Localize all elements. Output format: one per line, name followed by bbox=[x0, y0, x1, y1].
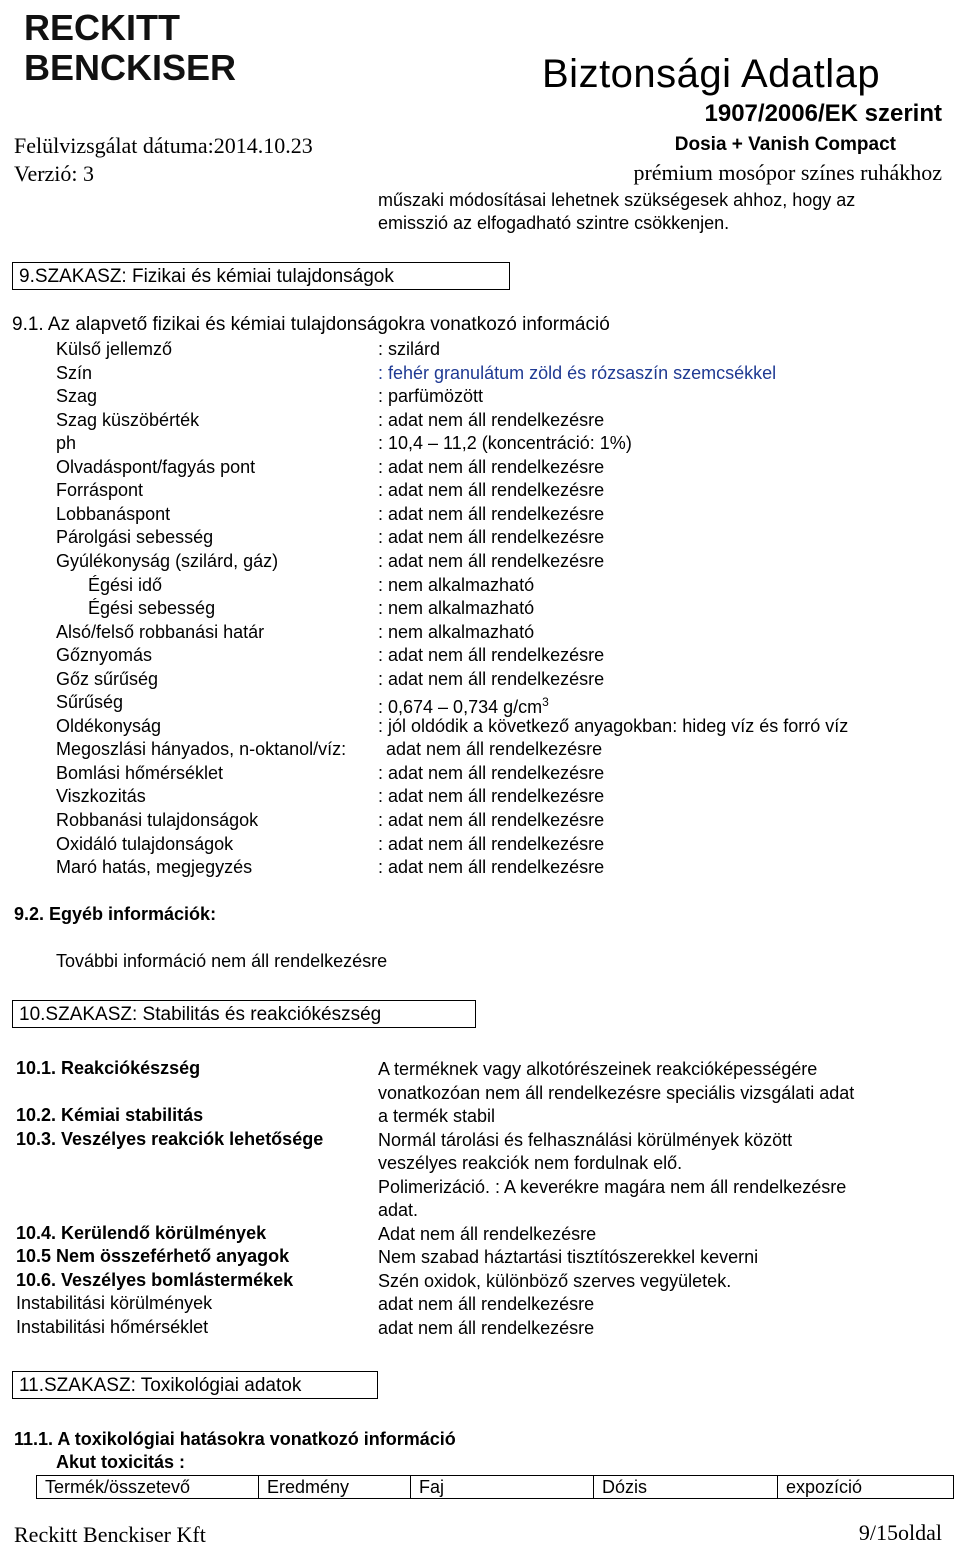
property-value bbox=[378, 362, 776, 385]
property-value bbox=[378, 644, 604, 667]
property-value bbox=[378, 785, 604, 808]
property-label: Szag küszöbérték bbox=[56, 409, 200, 430]
property-value bbox=[378, 409, 604, 432]
property-value bbox=[378, 621, 534, 644]
property-value bbox=[378, 715, 848, 738]
reactivity-value-line: adat. bbox=[378, 1200, 419, 1220]
reactivity-value-line: adat nem áll rendelkezésre bbox=[378, 1294, 595, 1314]
property-value bbox=[378, 432, 632, 455]
version: Verzió: 3 bbox=[14, 161, 95, 186]
document-title: Biztonsági Adatlap bbox=[542, 52, 881, 96]
acute-toxicity-title: Akut toxicitás : bbox=[56, 1452, 186, 1472]
property-value-text: : jól oldódik a következő anyagokban: hideg víz és forró víz bbox=[378, 715, 849, 736]
logo-line1: RECKITT bbox=[24, 7, 180, 48]
property-value bbox=[378, 503, 604, 526]
property-label: Égési sebesség bbox=[88, 598, 216, 619]
property-label: ph bbox=[56, 433, 77, 454]
property-value-text: : fehér granulátum zöld és rózsaszín szemcsékkel bbox=[378, 362, 777, 383]
logo-line2: BENCKISER bbox=[24, 47, 237, 86]
property-label: Viszkozitás bbox=[56, 786, 146, 807]
property-label: Lobbanáspont bbox=[56, 503, 171, 524]
property-label: Olvadáspont/fagyás pont bbox=[56, 456, 256, 477]
property-value-text: : 10,4 – 11,2 (koncentráció: 1%) bbox=[378, 433, 632, 454]
property-value bbox=[378, 833, 604, 856]
reactivity-label: 10.3. Veszélyes reakciók lehetősége bbox=[16, 1128, 324, 1149]
property-label: Robbanási tulajdonságok bbox=[56, 810, 259, 830]
reactivity-value bbox=[378, 1317, 594, 1341]
property-value-text: : adat nem áll rendelkezésre bbox=[378, 503, 605, 524]
reactivity-value bbox=[378, 1223, 596, 1247]
property-label: Gyúlékonyság (szilárd, gáz) bbox=[56, 550, 279, 571]
property-value bbox=[378, 574, 534, 597]
regulation: 1907/2006/EK szerint bbox=[704, 100, 942, 127]
reactivity-value bbox=[378, 1293, 594, 1317]
property-value bbox=[378, 479, 604, 502]
property-value-text: : adat nem áll rendelkezésre bbox=[378, 550, 605, 571]
property-value-text: : parfümözött bbox=[378, 386, 484, 407]
property-label: Gőznyomás bbox=[56, 645, 153, 666]
property-label: Oxidáló tulajdonságok bbox=[56, 833, 234, 854]
product-name-line2: prémium mosópor színes ruhákhoz bbox=[633, 160, 942, 185]
reactivity-value-line: Polimerizáció. : A keverékre magára nem áll rendelkezésre bbox=[378, 1176, 847, 1197]
reactivity-value-line: A terméknek vagy alkotórészeinek reakcióképességére bbox=[378, 1059, 818, 1079]
property-value-superscript: 3 bbox=[542, 695, 549, 710]
section-9-2-title: 9.2. Egyéb információk: bbox=[14, 904, 217, 924]
property-value bbox=[378, 385, 483, 408]
property-label: Külső jellemző bbox=[56, 339, 173, 359]
intro-line-2: emisszió az elfogadható szintre csökkenjen. bbox=[378, 213, 730, 233]
property-value-text: : adat nem áll rendelkezésre bbox=[378, 833, 605, 854]
property-value bbox=[386, 738, 602, 761]
property-value bbox=[378, 338, 440, 361]
property-value-text: : adat nem áll rendelkezésre bbox=[378, 810, 605, 830]
table-header-dose: Dózis bbox=[594, 1476, 778, 1499]
property-value-text: : adat nem áll rendelkezésre bbox=[378, 527, 605, 548]
property-value-text: : adat nem áll rendelkezésre bbox=[378, 480, 605, 501]
table-header-product: Termék/összetevő bbox=[37, 1476, 259, 1499]
property-value bbox=[378, 668, 604, 691]
property-label: Szag bbox=[56, 386, 98, 407]
reactivity-label: 10.2. Kémiai stabilitás bbox=[16, 1105, 204, 1125]
reactivity-label: Instabilitási hőmérséklet bbox=[16, 1316, 209, 1337]
table-header-exposure: expozíció bbox=[778, 1476, 954, 1499]
property-label: Forráspont bbox=[56, 480, 144, 501]
footer-page: 9/15oldal bbox=[858, 1520, 942, 1545]
property-value-text: : adat nem áll rendelkezésre bbox=[378, 668, 605, 689]
property-value-text: : adat nem áll rendelkezésre bbox=[378, 456, 605, 477]
product-name-line1: Dosia + Vanish Compact bbox=[674, 134, 896, 155]
table-header-species: Faj bbox=[411, 1476, 594, 1499]
property-label: Szín bbox=[56, 362, 93, 383]
reactivity-value-line: Szén oxidok, különböző szerves vegyületek. bbox=[378, 1270, 732, 1291]
toxicity-table bbox=[36, 1475, 954, 1499]
reactivity-label: 10.6. Veszélyes bomlástermékek bbox=[16, 1269, 294, 1290]
property-label: Megoszlási hányados, n-oktanol/víz: bbox=[56, 739, 347, 760]
property-label: Maró hatás, megjegyzés bbox=[56, 857, 253, 878]
property-value-text: : nem alkalmazható bbox=[378, 574, 535, 595]
reactivity-value-line: Normál tárolási és felhasználási körülmények között bbox=[378, 1129, 793, 1150]
property-value-text: : adat nem áll rendelkezésre bbox=[378, 786, 605, 807]
property-value bbox=[378, 456, 604, 479]
property-label: Sűrűség bbox=[56, 692, 124, 713]
reactivity-value-line: adat nem áll rendelkezésre bbox=[378, 1317, 595, 1338]
reactivity-label: 10.4. Kerülendő körülmények bbox=[16, 1222, 267, 1243]
reactivity-value-line: a termék stabil bbox=[378, 1106, 496, 1126]
property-value-text: : nem alkalmazható bbox=[378, 598, 535, 619]
property-label: Alsó/felső robbanási határ bbox=[56, 621, 265, 642]
reactivity-value bbox=[378, 1270, 731, 1294]
reactivity-value bbox=[378, 1105, 495, 1129]
reactivity-value bbox=[378, 1129, 846, 1223]
reactivity-value bbox=[378, 1246, 758, 1270]
reactivity-value bbox=[378, 1058, 854, 1105]
intro-line-1: műszaki módosításai lehetnek szükségesek ahhoz, hogy az bbox=[378, 190, 856, 210]
property-label: Gőz sűrűség bbox=[56, 668, 159, 689]
reactivity-label: Instabilitási körülmények bbox=[16, 1293, 213, 1313]
review-date: Felülvizsgálat dátuma:2014.10.23 bbox=[14, 133, 313, 158]
reactivity-label: 10.1. Reakciókészség bbox=[16, 1058, 201, 1078]
property-value bbox=[378, 762, 604, 785]
property-value bbox=[378, 597, 534, 620]
reactivity-value-line: Adat nem áll rendelkezésre bbox=[378, 1223, 597, 1244]
property-value-text: : szilárd bbox=[378, 339, 441, 359]
property-value-text: : 0,674 – 0,734 g/cm bbox=[378, 697, 543, 718]
section-9-1-title: 9.1. Az alapvető fizikai és kémiai tulajdonságokra vonatkozó információ bbox=[12, 314, 610, 335]
reactivity-value-line: vonatkozóan nem áll rendelkezésre speciális vizsgálati adat bbox=[378, 1082, 855, 1103]
footer-company: Reckitt Benckiser Kft bbox=[14, 1522, 206, 1547]
company-logo bbox=[22, 4, 262, 86]
property-label: Bomlási hőmérséklet bbox=[56, 762, 224, 783]
property-value bbox=[378, 526, 604, 549]
reactivity-value-line: veszélyes reakciók nem fordulnak elő. bbox=[378, 1153, 683, 1173]
property-label: Oldékonyság bbox=[56, 715, 162, 736]
property-value-text: : adat nem áll rendelkezésre bbox=[378, 409, 605, 430]
property-value-text: : adat nem áll rendelkezésre bbox=[378, 645, 605, 666]
section-11-1-title: 11.1. A toxikológiai hatásokra vonatkozó információ bbox=[14, 1429, 456, 1449]
property-value bbox=[378, 856, 604, 879]
toxicity-table-header-row bbox=[37, 1476, 954, 1499]
property-value bbox=[378, 550, 604, 573]
table-header-result: Eredmény bbox=[259, 1476, 411, 1499]
reactivity-label: 10.5 Nem összeférhető anyagok bbox=[16, 1246, 290, 1266]
property-value-text: adat nem áll rendelkezésre bbox=[386, 739, 603, 760]
section-11-heading: 11.SZAKASZ: Toxikológiai adatok bbox=[12, 1371, 378, 1399]
property-label: Égési idő bbox=[88, 574, 163, 595]
property-value bbox=[378, 809, 604, 832]
section-9-heading: 9.SZAKASZ: Fizikai és kémiai tulajdonságok bbox=[12, 262, 510, 290]
section-10-heading: 10.SZAKASZ: Stabilitás és reakciókészség bbox=[12, 1000, 476, 1028]
property-value-text: : adat nem áll rendelkezésre bbox=[378, 857, 605, 878]
property-label: Párolgási sebesség bbox=[56, 527, 214, 548]
section-9-2-text: További információ nem áll rendelkezésre bbox=[56, 951, 388, 971]
property-value-text: : nem alkalmazható bbox=[378, 621, 535, 642]
reactivity-value-line: Nem szabad háztartási tisztítószerekkel keverni bbox=[378, 1247, 759, 1267]
property-value-text: : adat nem áll rendelkezésre bbox=[378, 762, 605, 783]
